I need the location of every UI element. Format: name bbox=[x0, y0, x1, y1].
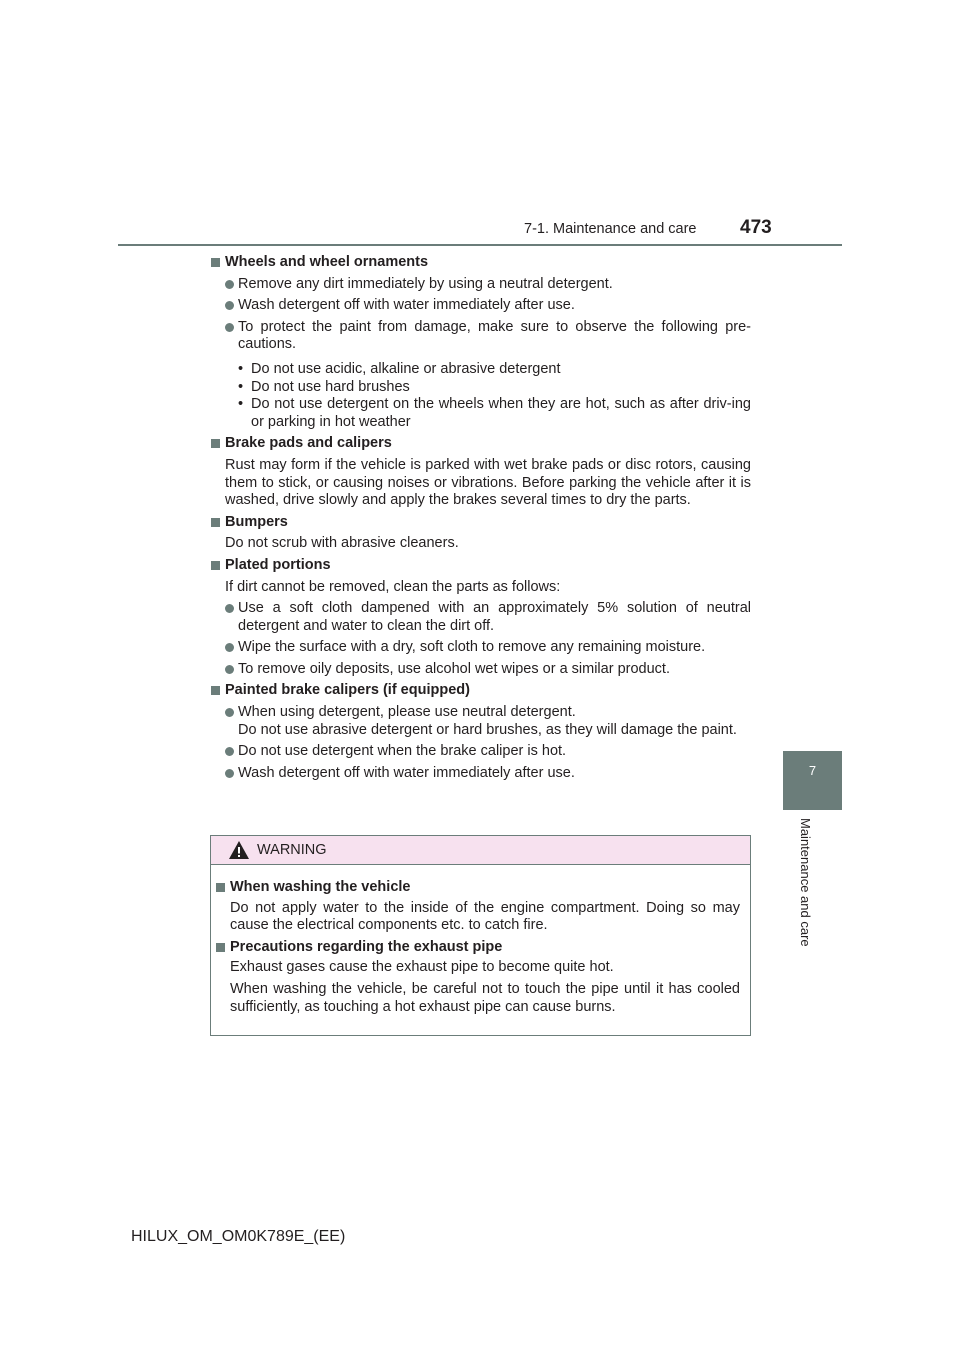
list-item bbox=[211, 276, 751, 294]
list-item-text: When using detergent, please use neutral detergent. bbox=[238, 704, 576, 721]
square-bullet-icon bbox=[211, 439, 220, 448]
list-item-text: To protect the paint from damage, make sure to observe the following pre-cautions. bbox=[238, 318, 751, 353]
paragraph: When washing the vehicle, be careful not to touch the pipe until it has cooled sufficiently, as touching a hot exhaust pipe can cause burns. bbox=[230, 980, 740, 1015]
square-bullet-icon bbox=[211, 686, 220, 695]
circle-bullet-icon bbox=[225, 643, 234, 652]
warning-body bbox=[211, 865, 750, 1016]
section-heading bbox=[216, 939, 740, 957]
paragraph: Exhaust gases cause the exhaust pipe to become quite hot. bbox=[230, 959, 614, 976]
dash-bullet-icon: • bbox=[238, 396, 244, 413]
section-title-bumpers: Bumpers bbox=[225, 513, 288, 530]
warning-section-title: When washing the vehicle bbox=[230, 879, 411, 895]
list-item bbox=[211, 765, 751, 783]
warning-triangle-icon bbox=[228, 840, 250, 860]
sub-list-item-text: Do not use detergent on the wheels when they are hot, such as after driv-ing or parking in hot weather bbox=[251, 396, 751, 430]
section-heading bbox=[211, 682, 751, 700]
chapter-label: Maintenance and care bbox=[798, 818, 813, 947]
list-item-text: Do not use abrasive detergent or hard brushes, as they will damage the paint. bbox=[238, 721, 737, 738]
paragraph: Do not apply water to the inside of the engine compartment. Doing so may cause the electrical components etc. to catch fire. bbox=[230, 899, 740, 934]
section-title-calipers: Painted brake calipers (if equipped) bbox=[225, 682, 470, 699]
header-divider bbox=[118, 244, 842, 246]
dash-bullet-icon: • bbox=[238, 378, 244, 395]
list-item bbox=[211, 600, 751, 635]
sub-list-item bbox=[211, 396, 751, 431]
circle-bullet-icon bbox=[225, 604, 234, 613]
document-code: HILUX_OM_OM0K789E_(EE) bbox=[131, 1228, 346, 1245]
circle-bullet-icon bbox=[225, 665, 234, 674]
list-item-text: To remove oily deposits, use alcohol wet wipes or a similar product. bbox=[238, 660, 670, 677]
sub-list bbox=[211, 361, 751, 431]
list-item-text: Do not use detergent when the brake caliper is hot. bbox=[238, 743, 567, 760]
circle-bullet-icon bbox=[225, 769, 234, 778]
section-heading bbox=[216, 879, 740, 897]
section-heading bbox=[211, 254, 751, 272]
section-heading bbox=[211, 557, 751, 575]
list-item bbox=[211, 743, 751, 761]
square-bullet-icon bbox=[211, 561, 220, 570]
list-item bbox=[211, 639, 751, 657]
paragraph: Do not scrub with abrasive cleaners. bbox=[225, 535, 459, 552]
warning-title: WARNING bbox=[257, 842, 327, 858]
paragraph: Rust may form if the vehicle is parked with wet brake pads or disc rotors, causing them to stick, or causing noises or vibrations. Before parking the vehicle after it is washed, drive slowly and apply the brakes several times to dry the parts. bbox=[225, 456, 751, 509]
chapter-tab[interactable] bbox=[783, 751, 842, 810]
circle-bullet-icon bbox=[225, 301, 234, 310]
list-item-text: Wash detergent off with water immediately after use. bbox=[238, 297, 575, 314]
main-content bbox=[211, 254, 751, 786]
sub-list-item-text: Do not use acidic, alkaline or abrasive detergent bbox=[251, 360, 561, 377]
circle-bullet-icon bbox=[225, 280, 234, 289]
list-item-text: Wipe the surface with a dry, soft cloth to remove any remaining moisture. bbox=[238, 639, 706, 656]
chapter-number: 7 bbox=[808, 763, 817, 778]
square-bullet-icon bbox=[211, 518, 220, 527]
section-heading bbox=[211, 435, 751, 453]
warning-section-title: Precautions regarding the exhaust pipe bbox=[230, 938, 503, 955]
list-item bbox=[211, 319, 751, 354]
section-title-wheels: Wheels and wheel ornaments bbox=[225, 254, 429, 270]
circle-bullet-icon bbox=[225, 323, 234, 332]
list-item bbox=[211, 297, 751, 315]
list-item bbox=[211, 661, 751, 679]
sub-list-item bbox=[211, 361, 751, 379]
header-section-title: 7-1. Maintenance and care bbox=[524, 221, 697, 237]
section-title-plated: Plated portions bbox=[225, 556, 331, 573]
page-number: 473 bbox=[740, 217, 772, 238]
list-item-text: Remove any dirt immediately by using a neutral detergent. bbox=[238, 275, 613, 292]
warning-header bbox=[211, 836, 750, 865]
square-bullet-icon bbox=[216, 883, 225, 892]
section-title-brake-pads: Brake pads and calipers bbox=[225, 435, 392, 452]
section-heading bbox=[211, 514, 751, 532]
list-item-text: Wash detergent off with water immediately after use. bbox=[238, 764, 575, 781]
list-item-text: Use a soft cloth dampened with an approximately 5% solution of neutral detergent and water to clean the dirt off. bbox=[238, 600, 751, 634]
square-bullet-icon bbox=[216, 943, 225, 952]
chapter-label-area bbox=[783, 810, 842, 1070]
warning-box bbox=[210, 835, 751, 1036]
list-item bbox=[211, 704, 751, 739]
circle-bullet-icon bbox=[225, 708, 234, 717]
paragraph: If dirt cannot be removed, clean the parts as follows: bbox=[225, 578, 561, 595]
dash-bullet-icon: • bbox=[238, 360, 244, 377]
circle-bullet-icon bbox=[225, 747, 234, 756]
square-bullet-icon bbox=[211, 258, 220, 267]
sub-list-item bbox=[211, 379, 751, 397]
sub-list-item-text: Do not use hard brushes bbox=[251, 378, 410, 395]
